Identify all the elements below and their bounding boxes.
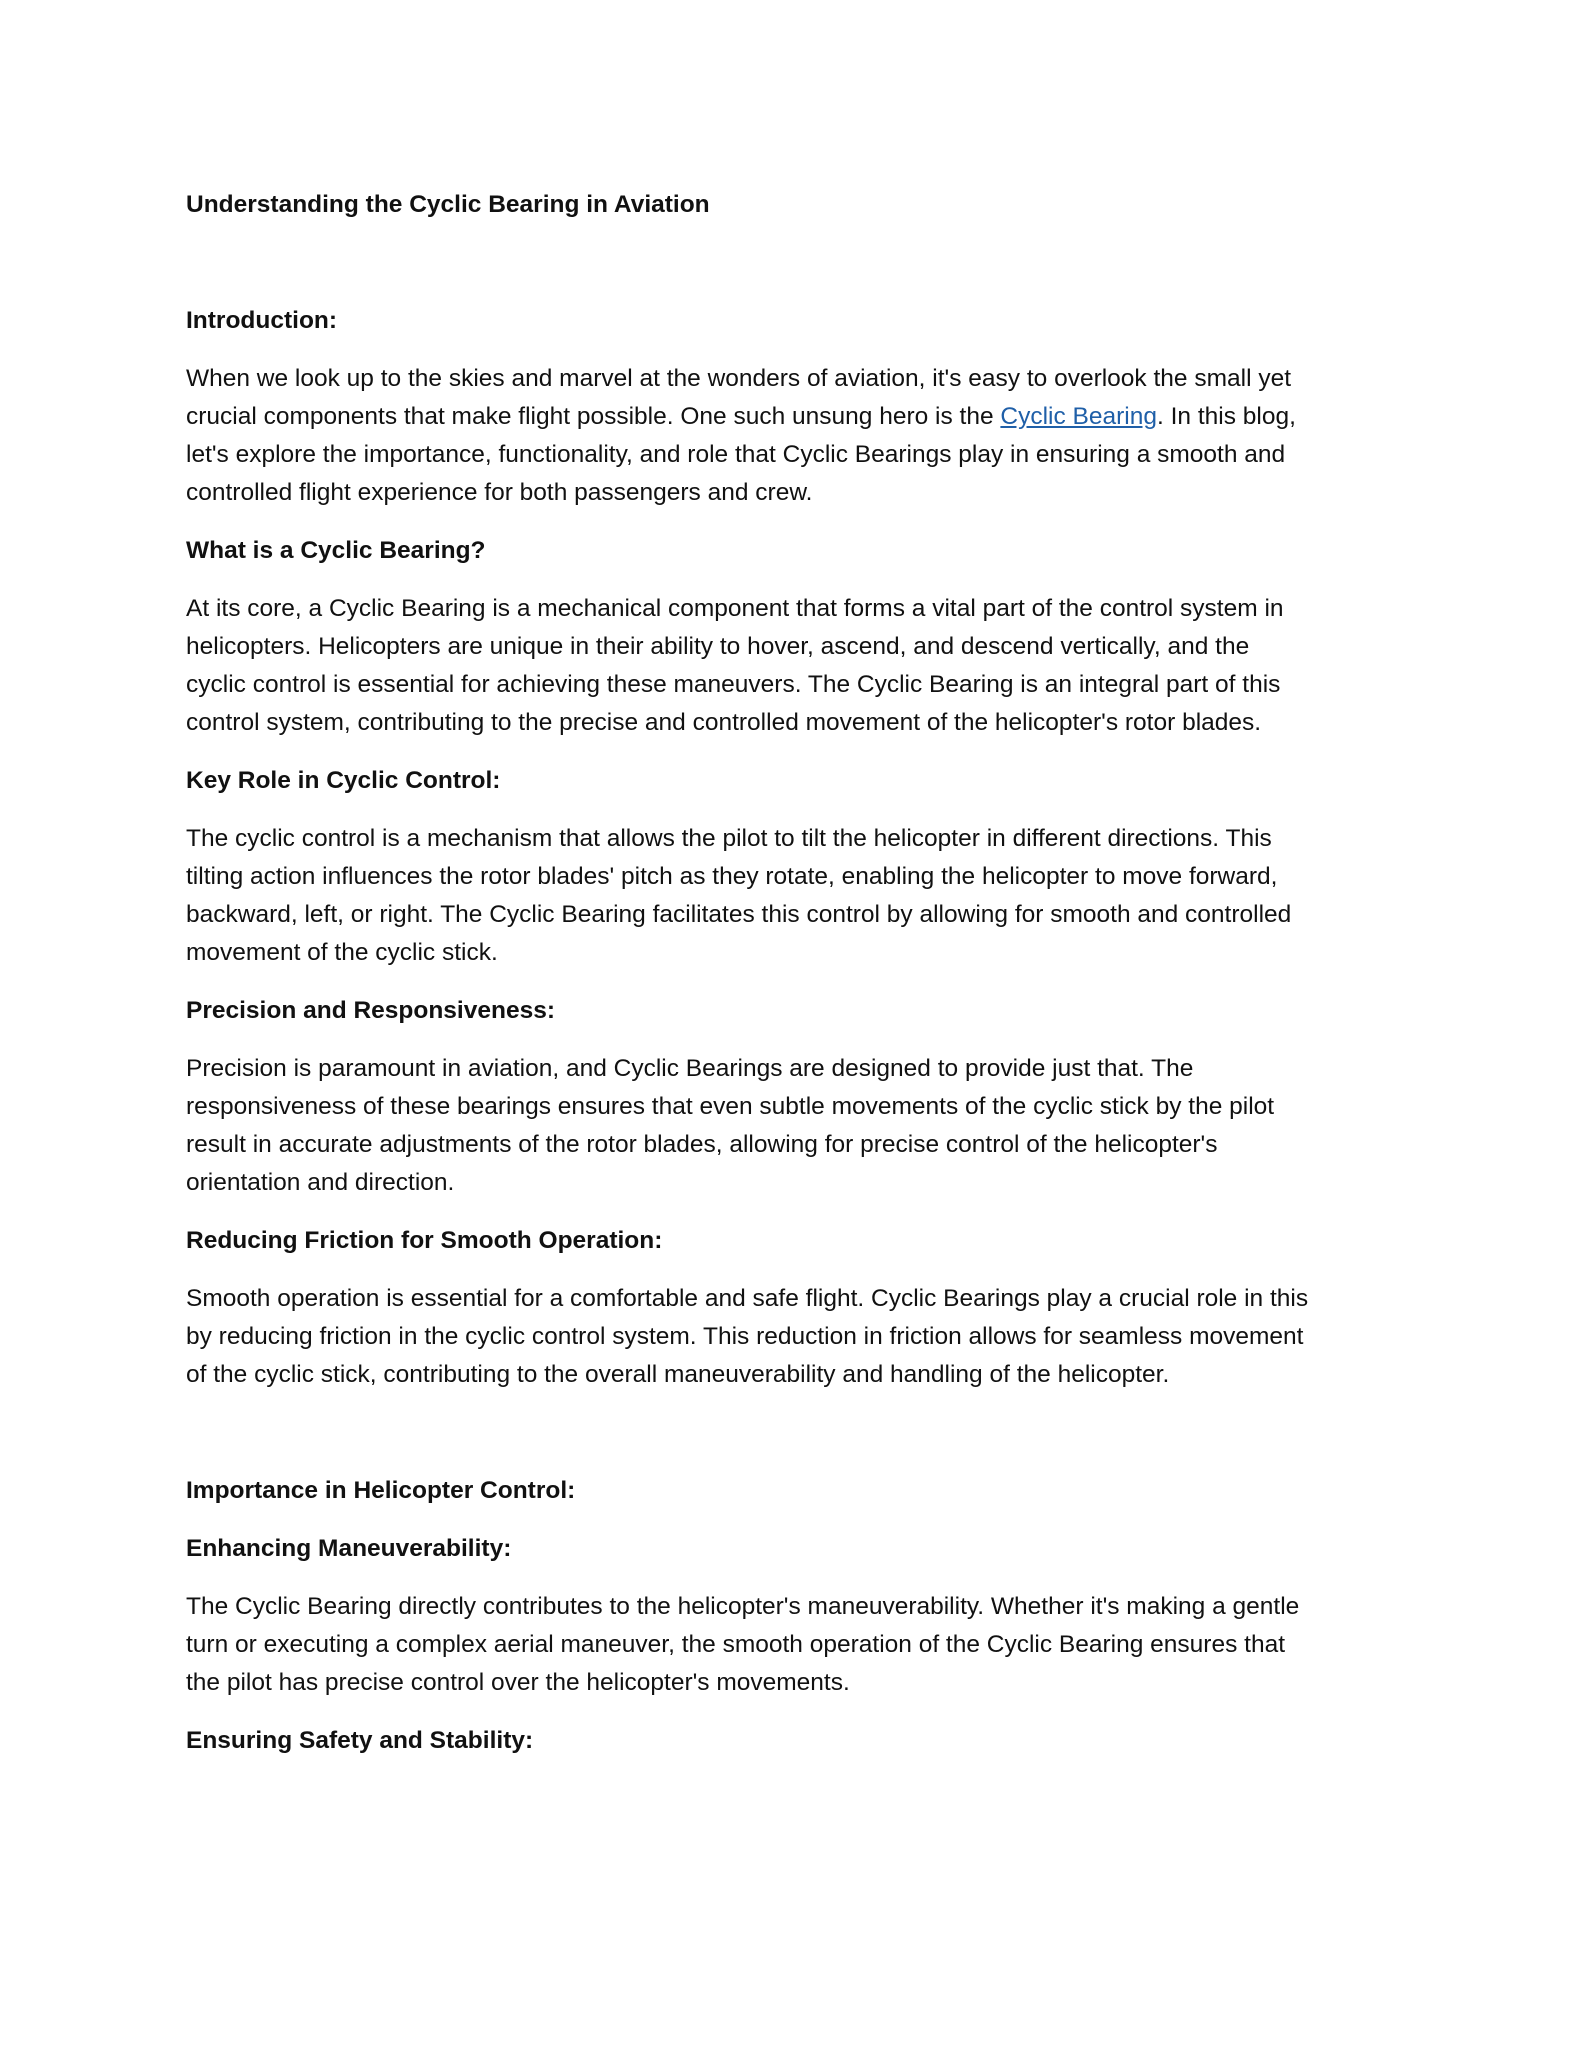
paragraph-key-role	[186, 820, 1416, 972]
paragraph-line: of the cyclic stick, contributing to the overall maneuverability and handling of the helicopter.	[186, 1361, 1170, 1388]
heading-introduction: Introduction:	[186, 307, 338, 334]
document-title: Understanding the Cyclic Bearing in Aviation	[186, 191, 710, 218]
paragraph-line: result in accurate adjustments of the rotor blades, allowing for precise control of the helicopter's	[186, 1131, 1218, 1158]
heading-precision: Precision and Responsiveness:	[186, 997, 555, 1024]
paragraph-line: by reducing friction in the cyclic control system. This reduction in friction allows for seamless movement	[186, 1323, 1304, 1350]
link-prefix-text: crucial components that make flight possible. One such unsung hero is the	[186, 403, 1001, 430]
paragraph-line: the pilot has precise control over the helicopter's movements.	[186, 1669, 850, 1696]
paragraph-line: When we look up to the skies and marvel at the wonders of aviation, it's easy to overlook the small yet	[186, 365, 1292, 392]
heading-enhancing-maneuverability: Enhancing Maneuverability:	[186, 1535, 512, 1562]
heading-what-is-cyclic-bearing: What is a Cyclic Bearing?	[186, 537, 486, 564]
paragraph-line: cyclic control is essential for achieving these maneuvers. The Cyclic Bearing is an integral part of this	[186, 671, 1281, 698]
paragraph-line: helicopters. Helicopters are unique in their ability to hover, ascend, and descend vertically, and the	[186, 633, 1250, 660]
paragraph-line: orientation and direction.	[186, 1169, 455, 1196]
paragraph-line: At its core, a Cyclic Bearing is a mechanical component that forms a vital part of the control system in	[186, 595, 1284, 622]
cyclic-bearing-link[interactable]: Cyclic Bearing	[1000, 403, 1157, 430]
blank-line-spacer	[186, 1414, 1416, 1472]
paragraph-introduction	[186, 360, 1416, 512]
paragraph-line: Smooth operation is essential for a comfortable and safe flight. Cyclic Bearings play a crucial role in this	[186, 1285, 1309, 1312]
paragraph-line: backward, left, or right. The Cyclic Bearing facilitates this control by allowing for smooth and controlled	[186, 901, 1292, 928]
paragraph-enhancing-maneuverability	[186, 1588, 1416, 1702]
paragraph-reducing-friction	[186, 1280, 1416, 1394]
paragraph-line-with-link	[186, 398, 1416, 436]
heading-reducing-friction: Reducing Friction for Smooth Operation:	[186, 1227, 663, 1254]
paragraph-line: turn or executing a complex aerial maneuver, the smooth operation of the Cyclic Bearing ensures that	[186, 1631, 1286, 1658]
paragraph-line: The cyclic control is a mechanism that allows the pilot to tilt the helicopter in different directions. This	[186, 825, 1272, 852]
paragraph-line: Precision is paramount in aviation, and Cyclic Bearings are designed to provide just that. The	[186, 1055, 1194, 1082]
paragraph-line: let's explore the importance, functionality, and role that Cyclic Bearings play in ensuring a smooth and	[186, 441, 1286, 468]
paragraph-precision	[186, 1050, 1416, 1202]
paragraph-line: responsiveness of these bearings ensures that even subtle movements of the cyclic stick by the pilot	[186, 1093, 1275, 1120]
paragraph-line: controlled flight experience for both passengers and crew.	[186, 479, 813, 506]
heading-safety-stability: Ensuring Safety and Stability:	[186, 1727, 534, 1754]
paragraph-line: The Cyclic Bearing directly contributes to the helicopter's maneuverability. Whether it's making a gentle	[186, 1593, 1300, 1620]
paragraph-what-is-cyclic-bearing	[186, 590, 1416, 742]
heading-key-role: Key Role in Cyclic Control:	[186, 767, 501, 794]
link-suffix-text: . In this blog,	[1157, 403, 1296, 430]
paragraph-line: tilting action influences the rotor blades' pitch as they rotate, enabling the helicopter to move forward,	[186, 863, 1278, 890]
document-body	[186, 302, 1416, 1780]
heading-importance: Importance in Helicopter Control:	[186, 1477, 576, 1504]
paragraph-line: control system, contributing to the precise and controlled movement of the helicopter's rotor blades.	[186, 709, 1262, 736]
paragraph-line: movement of the cyclic stick.	[186, 939, 498, 966]
